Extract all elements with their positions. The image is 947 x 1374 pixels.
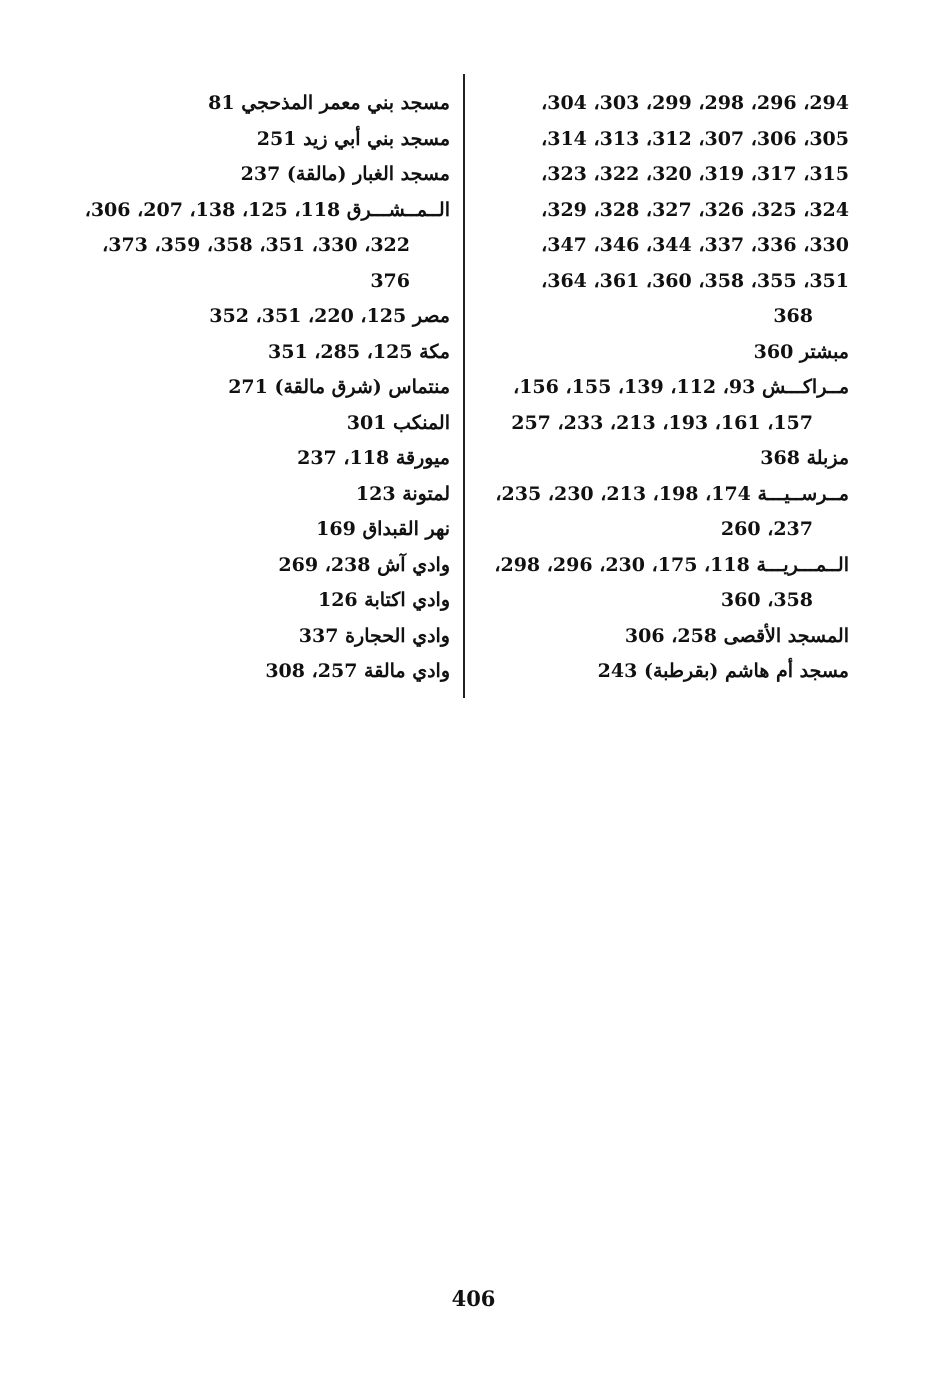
index-entry: ميورقة 118، 237 [297, 447, 450, 469]
index-entry: المسجد الأقصى 258، 306 [624, 624, 849, 647]
index-entry: لمتونة 123 [355, 482, 450, 505]
index-entry: الــمـــريـــة 118، 175، 230، 296، 298، [494, 553, 849, 576]
index-line: 305، 306، 307، 312، 313، 314، [541, 127, 849, 150]
index-entry: مــراكـــش 93، 112، 139، 155، 156، [513, 376, 849, 398]
index-line: 315، 317، 319، 320، 322، 323، [541, 163, 849, 185]
index-entry: مسجد بني أبي زيد 251 [256, 127, 450, 150]
index-line: 237، 260 [720, 518, 813, 540]
index-entry: مزبلة 368 [760, 447, 849, 469]
index-entry: منتماس (شرق مالقة) 271 [228, 376, 450, 398]
index-entry: نهر القبداق 169 [316, 518, 450, 540]
index-line: 368 [773, 305, 813, 327]
index-line: 330، 336، 337، 344، 346، 347، [541, 234, 849, 256]
index-line: 351، 355، 358، 360، 361، 364، [541, 269, 849, 292]
index-column-right [479, 86, 849, 690]
index-entry: المنكب 301 [346, 411, 450, 434]
index-entry: مبشتر 360 [753, 340, 849, 363]
index-line: 376 [370, 269, 410, 292]
index-line: 157، 161، 193، 213، 233، 257 [511, 411, 813, 434]
index-entry: وادي آش 238، 269 [278, 553, 450, 576]
index-entry: مسجد بني معمر المذحجي 81 [208, 92, 450, 114]
index-entry: وادي مالقة 257، 308 [265, 660, 450, 682]
page-number: 406 [451, 1286, 496, 1311]
index-entry: مكة 125، 285، 351 [268, 340, 450, 363]
index-entry: مسجد أم هاشم (بقرطبة) 243 [597, 660, 849, 682]
column-divider [463, 74, 465, 698]
index-entry: مــرســيـــة 174، 198، 213، 230، 235، [495, 482, 849, 505]
index-line: 322، 330، 351، 358، 359، 373، [102, 234, 410, 256]
index-line: 294، 296، 298، 299، 303، 304، [541, 92, 849, 114]
index-column-left [70, 86, 450, 690]
index-entry: وادي اكتابة 126 [317, 589, 450, 611]
index-entry: وادي الحجارة 337 [298, 624, 450, 647]
index-entry: مصر 125، 220، 351، 352 [209, 305, 450, 327]
index-entry: مسجد الغبار (مالقة) 237 [240, 163, 450, 185]
index-entry: الــمــشـــرق 118، 125، 138، 207، 306، [84, 198, 450, 221]
index-line: 358، 360 [720, 589, 813, 611]
index-line: 324، 325، 326، 327، 328، 329، [541, 198, 849, 221]
